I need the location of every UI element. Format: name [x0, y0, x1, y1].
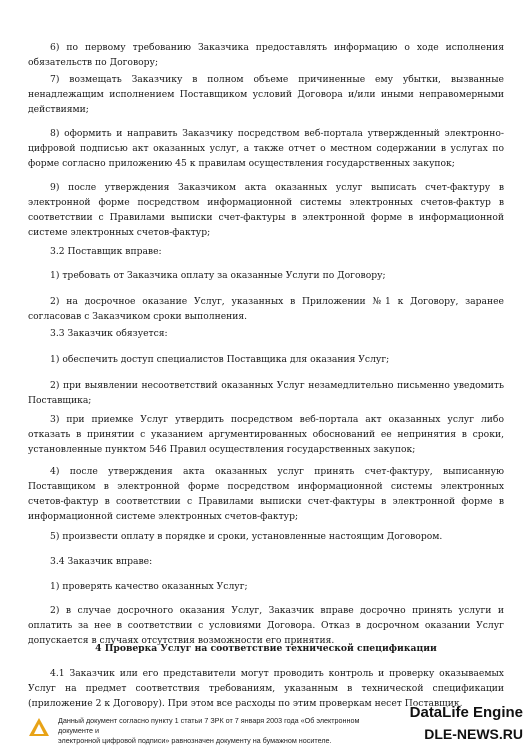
paragraph: 3) при приемке Услуг утвердить посредством веб-портала акт оказанных услуг либо отказать в принятии с указанием аргументированных обоснований ее непринятия в сроки, установленные пунктом 546 Правил осуществления государственных закупок;: [28, 414, 504, 455]
section-label: 3.3 Заказчик обязуется:: [50, 328, 168, 339]
footer-line: электронной цифровой подписи» равнозначен документу на бумажном носителе.: [58, 736, 332, 745]
section-label: 3.4 Заказчик вправе:: [50, 556, 153, 567]
section-heading: 4 Проверка Услуг на соответствие технической спецификации: [95, 643, 437, 654]
paragraph: 4) после утверждения акта оказанных услуг принять счет-фактуру, выписанную Поставщиком в электронной форме посредством информационной системы электронных счетов-фактур в соответствии с Правилами выписки счет-фактуры в электронной форме в информационной системе электронных счетов-фактур;: [28, 466, 504, 522]
paragraph: 1) обеспечить доступ специалистов Поставщика для оказания Услуг;: [50, 354, 390, 365]
footer-line: Данный документ согласно пункту 1 статьи 7 ЗРК от 7 января 2003 года «Об электронном документе и: [58, 716, 360, 735]
paragraph: 9) после утверждения Заказчиком акта оказанных услуг выписать счет-фактуру в электронной форме посредством информационной системы электронных счетов-фактур в соответствии с Правилами выписки счет-фактуры в электронной форме в информационной системе электронных счетов-фактур;: [28, 182, 504, 238]
footer-text: [58, 716, 388, 746]
paragraph: 4.1 Заказчик или его представители могут проводить контроль и проверку оказываемых Услуг на предмет соответствия требованиям, указанным в технической спецификации (приложение 2 к Договору). При этом все расходы по этим проверкам несет Поставщик.: [28, 668, 504, 709]
watermark: [410, 704, 523, 744]
paragraph: 6) по первому требованию Заказчика предоставлять информацию о ходе исполнения обязательств по Договору;: [28, 42, 504, 68]
legal-footer: [28, 716, 388, 745]
paragraph: 1) требовать от Заказчика оплату за оказанные Услуги по Договору;: [50, 270, 386, 281]
paragraph: 8) оформить и направить Заказчику посредством веб-портала утвержденный электронно-цифровой подписью акт оказанных услуг, а также отчет о местном содержании в услугах по форме согласно приложению 45 к правилам осуществления государственных закупок;: [28, 128, 504, 169]
paragraph: 5) произвести оплату в порядке и сроки, установленные настоящим Договором.: [50, 531, 443, 542]
paragraph: 2) на досрочное оказание Услуг, указанных в Приложении №1 к Договору, заранее согласовав с Заказчиком сроки выполнения.: [28, 296, 504, 322]
paragraph: 2) при выявлении несоответствий оказанных Услуг незамедлительно письменно уведомить Поставщика;: [28, 380, 504, 406]
watermark-title: DataLife Engine: [409, 704, 523, 721]
watermark-site: DLE-NEWS.RU: [424, 726, 523, 742]
stamp-logo-icon: [28, 717, 50, 737]
paragraph: 7) возмещать Заказчику в полном объеме причиненные ему убытки, вызванные ненадлежащим исполнением Поставщиком условий Договора и/или иными неправомерными действиями;: [28, 74, 504, 115]
paragraph: 1) проверять качество оказанных Услуг;: [50, 581, 248, 592]
section-label: 3.2 Поставщик вправе:: [50, 246, 162, 257]
paragraph: 2) в случае досрочного оказания Услуг, Заказчик вправе досрочно принять услуги и оплатить за нее в соответствии с условиями Договора. Отказ в досрочном оказании Услуг допускается в случаях отсутствия возможности его принятия.: [28, 605, 504, 646]
